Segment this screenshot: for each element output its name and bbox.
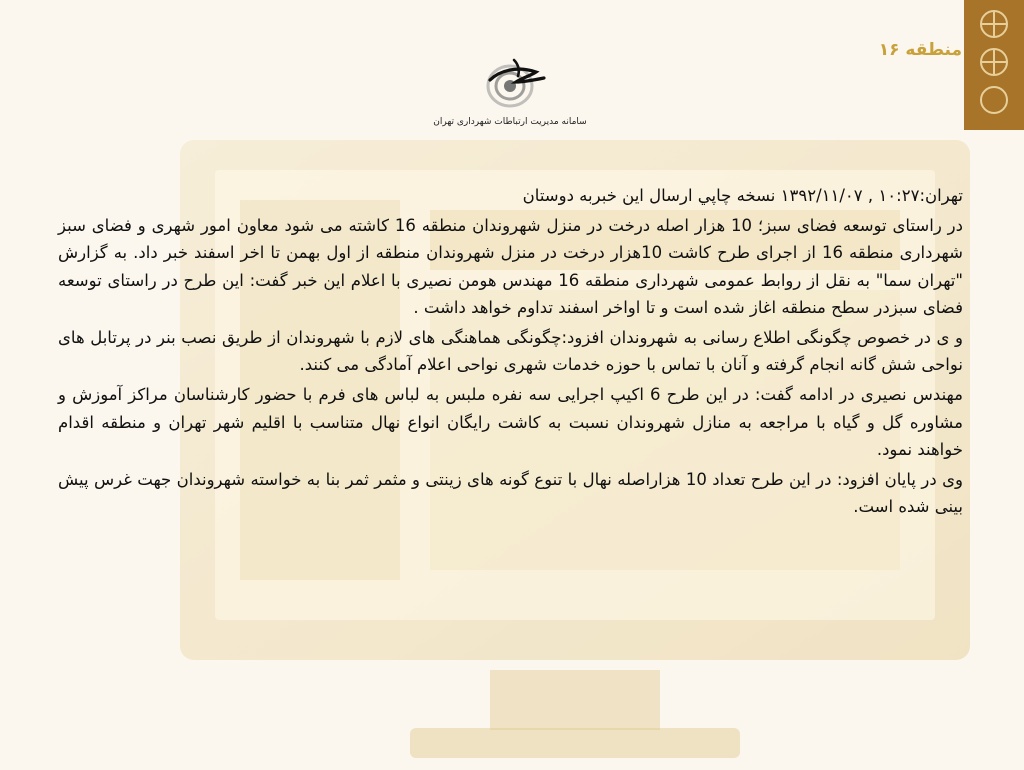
district-emblem-icon bbox=[964, 0, 1024, 130]
logo-caption: سامانه مدیریت ارتباطات شهرداری تهران bbox=[433, 117, 587, 127]
article-paragraph: وی در پایان افزود: در این طرح تعداد 10 هزاراصله نهال با تنوع گونه های زینتی و مثمر ثمر بنا به خواسته شهروندان جهت غرس پیش بینی شده است. bbox=[58, 470, 963, 517]
article-meta-line: تهران:۱۰:۲۷ , ۱۳۹۲/۱۱/۰۷ نسخه چاپي ارسال اين خبربه دوستان bbox=[522, 186, 963, 205]
sima-logo-icon bbox=[478, 52, 548, 112]
article-paragraph: در راستای توسعه فضای سبز؛ 10 هزار اصله درخت در منزل شهروندان منطقه 16 کاشته می شود معاون امور شهری و فضای سبز شهرداری منطقه 16 از اجرای طرح کاشت 10هزار درخت در منزل شهروندان منطقه از اول بهمن تا اخر اسفند خبر داد. به گزارش "تهران سما" به نقل از روابط عمومی شهرداری منطقه 16 مهندس هومن نصیری با اعلام این خبر گفت: این طرح در راستای توسعه فضای سبزدر سطح منطقه اغاز شده است و تا اواخر اسفند تداوم خواهد داشت . bbox=[58, 216, 963, 317]
district-label: منطقه ۱۶ bbox=[878, 40, 962, 60]
article-paragraph: و ی در خصوص چگونگی اطلاع رسانی به شهروندان افزود:چگونگی هماهنگی های لازم با شهروندان از طریق نصب بنر در پرتابل های نواحی شش گانه انجام گرفته و آنان با تماس با حوزه خدمات شهری نواحی اعلام آمادگی می کنند. bbox=[58, 328, 963, 375]
article-paragraph: مهندس نصیری در ادامه گفت: در این طرح 6 اکیپ اجرایی سه نفره ملبس به لباس های فرم با حضور کارشناسان مراکز آموزش و مشاوره گل و گیاه با مراجعه به منازل شهروندان نسبت به کاشت رایگان انواع نهال متناسب با اقلیم شهر تهران و منطقه اقدام خواهند نمود. bbox=[58, 385, 963, 459]
article-body bbox=[58, 182, 963, 523]
